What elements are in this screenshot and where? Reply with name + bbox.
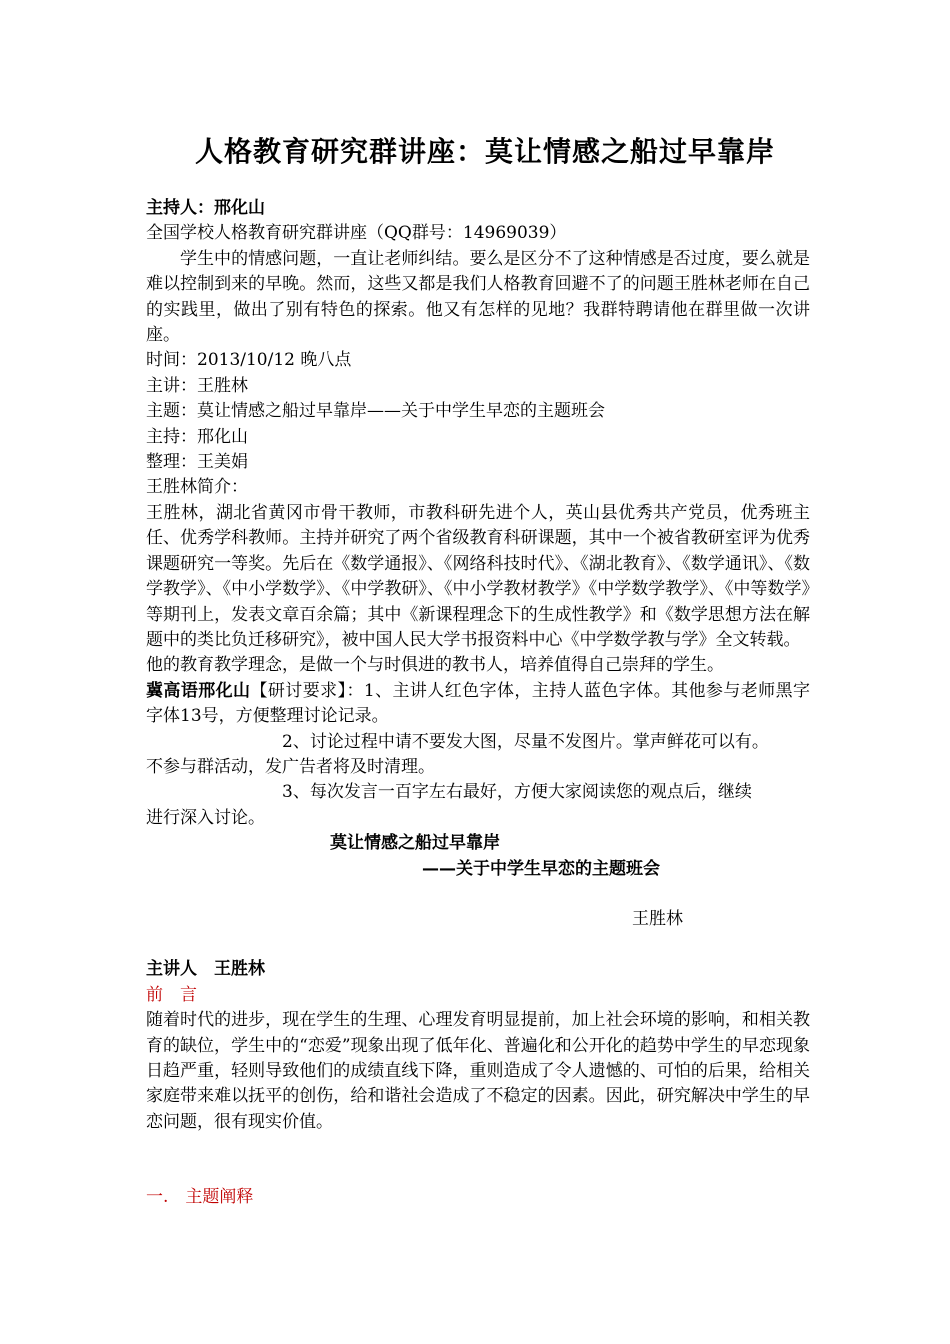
bio-paragraph: 王胜林，湖北省黄冈市骨干教师，市教科研先进个人，英山县优秀共产党员，优秀班主任、优秀学科教师。主持并研究了两个省级教育科研课题，其中一个被省教研室评为优秀课题研究一等奖。先后在《数学通报》、《网络科技时代》、《湖北教育》、《数学通讯》、《数学教学》、《中小学数学》、《中学教研》、《中小学教材教学》《中学数学教学》、《中等数学》等期刊上，发表文章百余篇；其中《新课程理念下的生成性教学》和《数学思想方法在解题中的类比负迁移研究》，被中国人民大学书报资料中心《中学数学教与学》全文转载。: [146, 502, 810, 650]
time-line: 时间：2013/10/12 晚八点: [146, 350, 352, 371]
speaker-label: 主讲人 王胜林: [146, 959, 265, 980]
host-line: 主持人：邢化山: [146, 198, 265, 218]
document-body: [146, 196, 810, 1211]
editor-line: 整理：王美娟: [146, 452, 248, 473]
talk-subtitle: ——关于中学生早恋的主题班会: [422, 858, 660, 879]
preface-paragraph: 随着时代的进步，现在学生的生理、心理发育明显提前，加上社会环境的影响，和相关教育的缺位，学生中的“恋爱”现象出现了低年化、普遍化和公开化的趋势中学生的早恋现象日趋严重，轻则导致他们的成绩直线下降，重则造成了令人遗憾的、可怕的后果，给相关家庭带来难以抚平的创伤，给和谐社会造成了不稳定的因素。因此，研究解决中学生的早恋问题，很有现实价值。: [146, 1010, 810, 1132]
talk-author: 王胜林: [632, 908, 683, 929]
requirements-speaker: 冀高语邢化山: [146, 680, 251, 701]
group-line: 全国学校人格教育研究群讲座（QQ群号：14969039）: [146, 223, 567, 244]
speaker-line: 主讲：王胜林: [146, 375, 248, 396]
requirements-rule-1: [146, 679, 810, 730]
intro-paragraph: 学生中的情感问题，一直让老师纠结。要么是区分不了这种情感是否过度，要么就是难以控制到来的早晚。然而，这些又都是我们人格教育回避不了的问题王胜林老师在自己的实践里，做出了别有特色的探索。他又有怎样的见地？我群特聘请他在群里做一次讲座。: [146, 248, 810, 346]
preface-heading: 前 言: [146, 984, 197, 1005]
bio-heading: 王胜林简介：: [146, 477, 248, 498]
requirements-rule-3a: 3、每次发言一百字左右最好，方便大家阅读您的观点后，继续: [282, 782, 752, 803]
philosophy-line: 他的教育教学理念，是做一个与时俱进的教书人，培养值得自己崇拜的学生。: [146, 655, 724, 676]
moderator-line: 主持：邢化山: [146, 426, 248, 447]
requirements-rule-3b: 进行深入讨论。: [146, 807, 265, 828]
requirements-rule-1-text: 【研讨要求】：1、主讲人红色字体，主持人蓝色字体。其他参与老师黑字字体13号，方便整理讨论记录。: [146, 680, 810, 727]
requirements-rule-2b: 不参与群活动，发广告者将及时清理。: [146, 756, 435, 777]
requirements-rule-2a: 2、讨论过程中请不要发大图，尽量不发图片。掌声鲜花可以有。: [282, 731, 769, 752]
topic-line: 主题：莫让情感之船过早靠岸——关于中学生早恋的主题班会: [146, 401, 605, 422]
talk-title: 莫让情感之船过早靠岸: [330, 833, 500, 854]
page-title: 人格教育研究群讲座：莫让情感之船过早靠岸: [194, 135, 775, 168]
section-1-heading: 一. 主题阐释: [146, 1187, 254, 1208]
